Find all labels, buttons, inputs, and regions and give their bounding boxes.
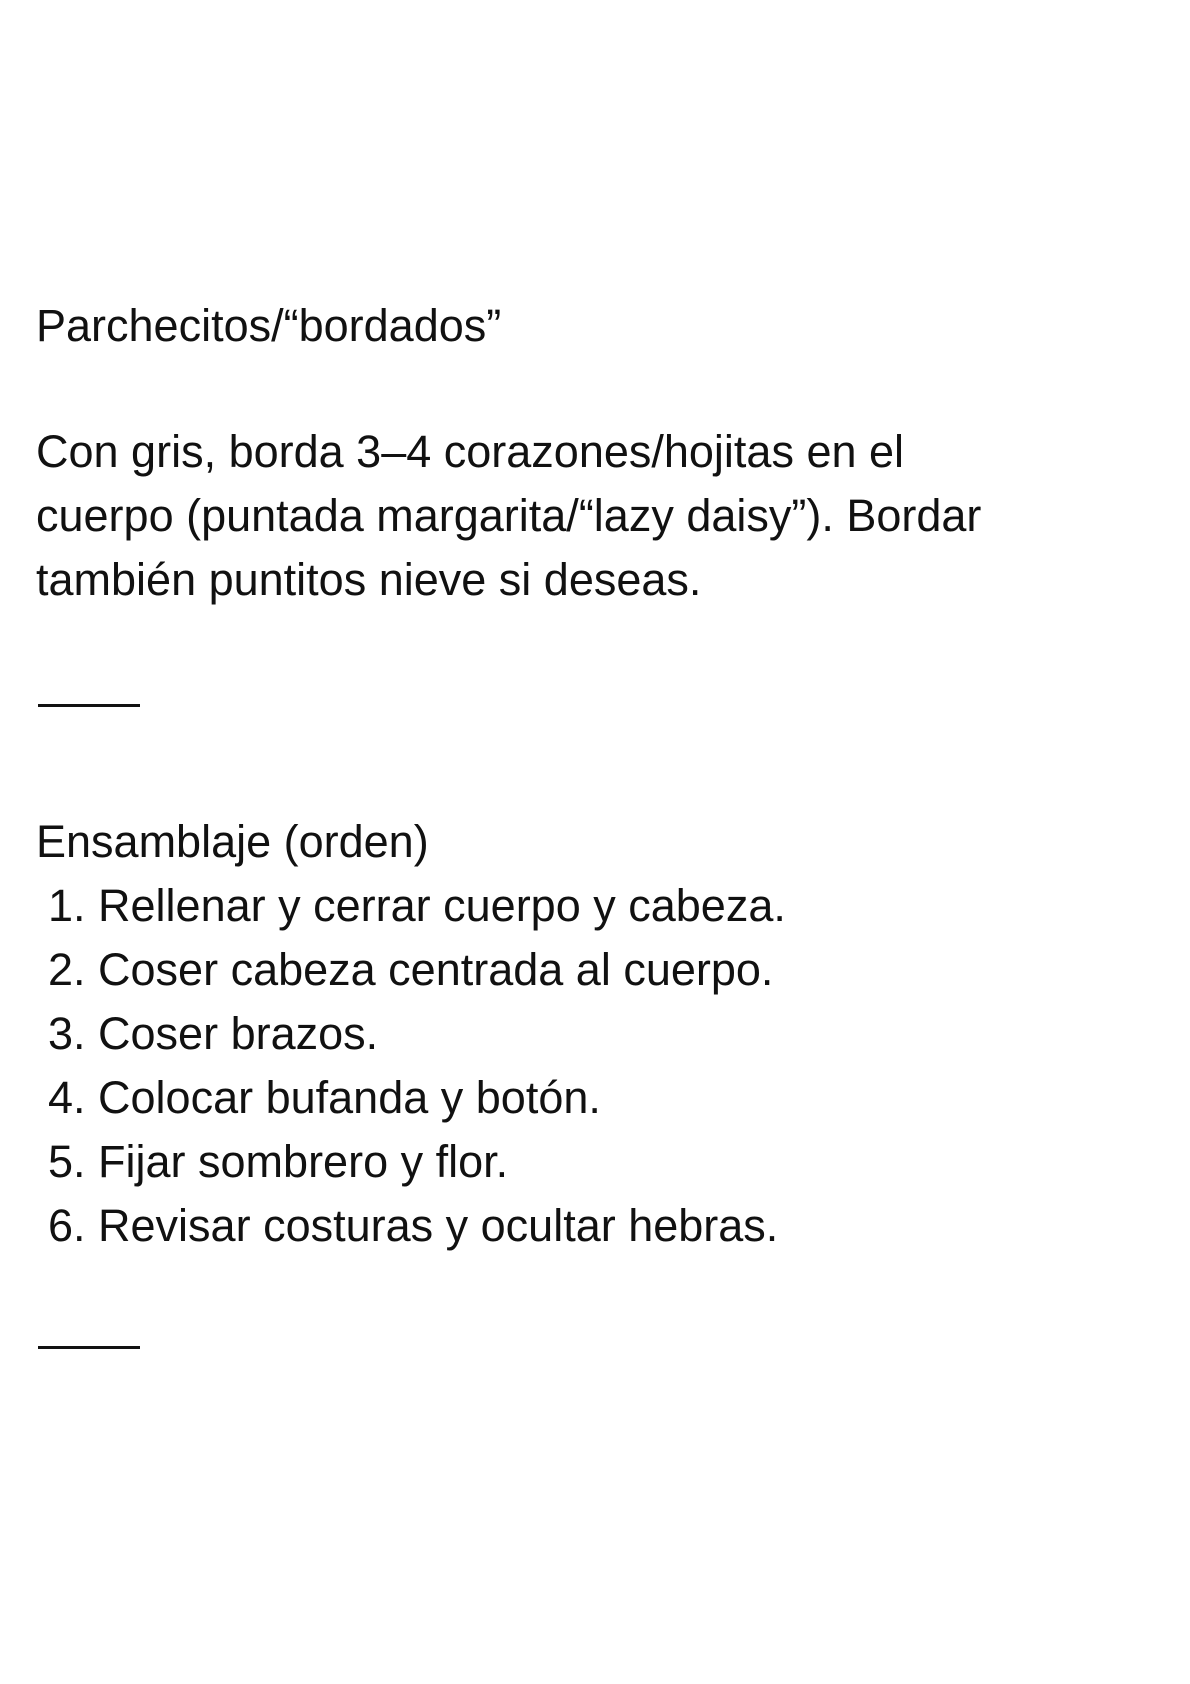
paragraph-line: cuerpo (puntada margarita/“lazy daisy”). Bordar (36, 490, 982, 541)
list-item: 6. Revisar costuras y ocultar hebras. (48, 1200, 779, 1251)
paragraph-line: Con gris, borda 3–4 corazones/hojitas en el (36, 426, 905, 477)
paragraph-line: también puntitos nieve si deseas. (36, 554, 702, 605)
section-title-assembly: Ensamblaje (orden) (36, 816, 429, 867)
separator-rule (38, 704, 140, 707)
list-item: 2. Coser cabeza centrada al cuerpo. (48, 944, 774, 995)
list-item: 4. Colocar bufanda y botón. (48, 1072, 601, 1123)
list-item: 3. Coser brazos. (48, 1008, 379, 1059)
separator-rule (38, 1346, 140, 1349)
section-title-embroidery: Parchecitos/“bordados” (36, 300, 502, 351)
list-item: 5. Fijar sombrero y flor. (48, 1136, 509, 1187)
list-item: 1. Rellenar y cerrar cuerpo y cabeza. (48, 880, 786, 931)
